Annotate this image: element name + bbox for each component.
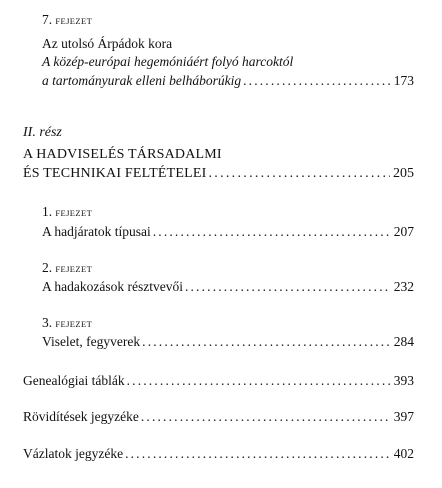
chapter-keyword: FEJEZET <box>55 264 93 274</box>
chapter-keyword: FEJEZET <box>55 319 93 329</box>
chapter-7-subtitle-line-1: A közép-európai hegemóniáért folyó harcoktól <box>42 54 294 69</box>
chapter-keyword: FEJEZET <box>55 208 93 218</box>
toc-entry-chapter-2[interactable] <box>42 279 414 295</box>
chapter-7-heading <box>42 13 92 28</box>
toc-entry-sketches[interactable] <box>23 446 414 462</box>
chapter-2-title: A hadakozások résztvevői <box>42 279 183 294</box>
page-number: 402 <box>393 446 414 461</box>
dot-leader <box>142 334 391 350</box>
page-number: 205 <box>393 166 414 181</box>
page-number: 173 <box>393 73 414 88</box>
toc-entry-genealogy[interactable] <box>23 373 414 389</box>
page-number: 232 <box>393 279 414 294</box>
chapter-number: 2. <box>42 260 53 275</box>
dot-leader <box>243 73 391 89</box>
dot-leader <box>125 446 391 462</box>
chapter-keyword: FEJEZET <box>55 16 93 26</box>
chapter-3-heading <box>42 316 92 331</box>
part-2-title-line-2: ÉS TECHNIKAI FELTÉTELEI <box>23 166 207 181</box>
chapter-2-heading <box>42 261 92 276</box>
chapter-1-heading <box>42 205 92 220</box>
chapter-number: 3. <box>42 315 53 330</box>
chapter-number: 7. <box>42 12 53 27</box>
sketches-title: Vázlatok jegyzéke <box>23 446 124 461</box>
chapter-1-title: A hadjáratok típusai <box>42 224 151 239</box>
toc-entry-chapter-7[interactable] <box>42 73 414 89</box>
page-number: 393 <box>393 373 414 388</box>
toc-entry-part-2[interactable] <box>23 166 414 182</box>
chapter-7-subtitle-line-2: a tartományurak elleni belháborúkig <box>42 73 242 88</box>
page-number: 397 <box>393 409 414 424</box>
dot-leader <box>185 279 391 295</box>
genealogy-title: Genealógiai táblák <box>23 373 125 388</box>
dot-leader <box>208 166 390 182</box>
page-number: 284 <box>393 334 414 349</box>
toc-entry-abbreviations[interactable] <box>23 409 414 425</box>
chapter-3-title: Viselet, fegyverek <box>42 334 141 349</box>
toc-entry-chapter-3[interactable] <box>42 334 414 350</box>
toc-entry-chapter-1[interactable] <box>42 224 414 240</box>
abbreviations-title: Rövidítések jegyzéke <box>23 409 139 424</box>
dot-leader <box>127 373 391 389</box>
part-2-label: II. rész <box>23 125 62 140</box>
part-2-title-line-1: A HADVISELÉS TÁRSADALMI <box>23 147 222 162</box>
chapter-7-title: Az utolsó Árpádok kora <box>42 36 173 51</box>
chapter-number: 1. <box>42 204 53 219</box>
dot-leader <box>153 224 391 240</box>
dot-leader <box>141 409 391 425</box>
page-number: 207 <box>393 224 414 239</box>
